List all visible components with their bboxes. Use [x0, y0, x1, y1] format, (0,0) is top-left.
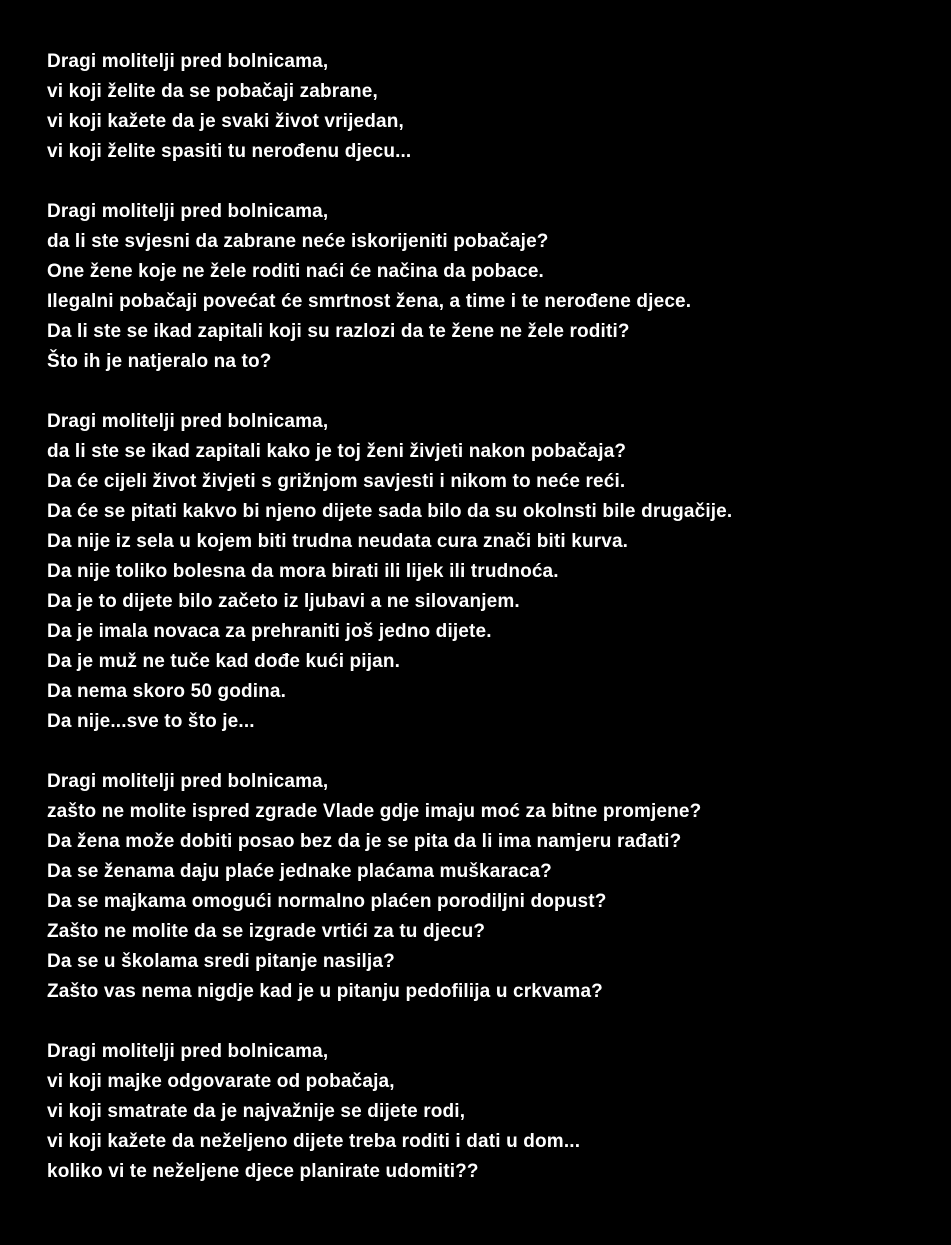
- text-line: vi koji majke odgovarate od pobačaja,: [47, 1071, 395, 1092]
- text-line: zašto ne molite ispred zgrade Vlade gdje imaju moć za bitne promjene?: [47, 801, 702, 822]
- text-line: Da nije...sve to što je...: [47, 711, 255, 732]
- text-line: Da se ženama daju plaće jednake plaćama muškaraca?: [47, 861, 552, 882]
- text-line: Da nije toliko bolesna da mora birati ili lijek ili trudnoća.: [47, 561, 559, 582]
- text-line: Zašto ne molite da se izgrade vrtići za tu djecu?: [47, 921, 486, 942]
- text-line: Zašto vas nema nigdje kad je u pitanju pedofilija u crkvama?: [47, 981, 603, 1002]
- text-line: vi koji kažete da je svaki život vrijedan,: [47, 111, 404, 132]
- text-line: Da se majkama omogući normalno plaćen porodiljni dopust?: [47, 891, 607, 912]
- stanza-heading-line: Dragi molitelji pred bolnicama,: [47, 411, 329, 432]
- text-line: da li ste se ikad zapitali kako je toj ženi živjeti nakon pobačaja?: [47, 441, 627, 462]
- stanza-heading-line: Dragi molitelji pred bolnicama,: [47, 201, 329, 222]
- text-line: vi koji smatrate da je najvažnije se dijete rodi,: [47, 1101, 466, 1122]
- stanza: [47, 407, 951, 737]
- text-line: Da se u školama sredi pitanje nasilja?: [47, 951, 395, 972]
- text-line: vi koji kažete da neželjeno dijete treba roditi i dati u dom...: [47, 1131, 581, 1152]
- text-line: One žene koje ne žele roditi naći će načina da pobace.: [47, 261, 544, 282]
- stanza: [47, 767, 951, 1007]
- text-line: Da će se pitati kakvo bi njeno dijete sada bilo da su okolnsti bile drugačije.: [47, 501, 733, 522]
- text-line: Da nema skoro 50 godina.: [47, 681, 287, 702]
- text-line: da li ste svjesni da zabrane neće iskorijeniti pobačaje?: [47, 231, 549, 252]
- text-line: koliko vi te neželjene djece planirate udomiti??: [47, 1161, 479, 1182]
- stanza-heading-line: Dragi molitelji pred bolnicama,: [47, 1041, 329, 1062]
- text-line: Što ih je natjeralo na to?: [47, 351, 272, 372]
- stanza: [47, 47, 951, 167]
- text-line: Da je to dijete bilo začeto iz ljubavi a ne silovanjem.: [47, 591, 520, 612]
- stanza-heading-line: Dragi molitelji pred bolnicama,: [47, 51, 329, 72]
- stanza: [47, 1037, 951, 1187]
- text-line: vi koji želite da se pobačaji zabrane,: [47, 81, 378, 102]
- text-line: Da je imala novaca za prehraniti još jedno dijete.: [47, 621, 492, 642]
- stanza-heading-line: Dragi molitelji pred bolnicama,: [47, 771, 329, 792]
- text-line: Da nije iz sela u kojem biti trudna neudata cura znači biti kurva.: [47, 531, 629, 552]
- text-line: Da li ste se ikad zapitali koji su razlozi da te žene ne žele roditi?: [47, 321, 630, 342]
- stanza: [47, 197, 951, 377]
- text-line: Da je muž ne tuče kad dođe kući pijan.: [47, 651, 401, 672]
- text-line: vi koji želite spasiti tu nerođenu djecu...: [47, 141, 412, 162]
- text-line: Da će cijeli život živjeti s grižnjom savjesti i nikom to neće reći.: [47, 471, 626, 492]
- text-line: Ilegalni pobačaji povećat će smrtnost žena, a time i te nerođene djece.: [47, 291, 692, 312]
- text-line: Da žena može dobiti posao bez da je se pita da li ima namjeru rađati?: [47, 831, 682, 852]
